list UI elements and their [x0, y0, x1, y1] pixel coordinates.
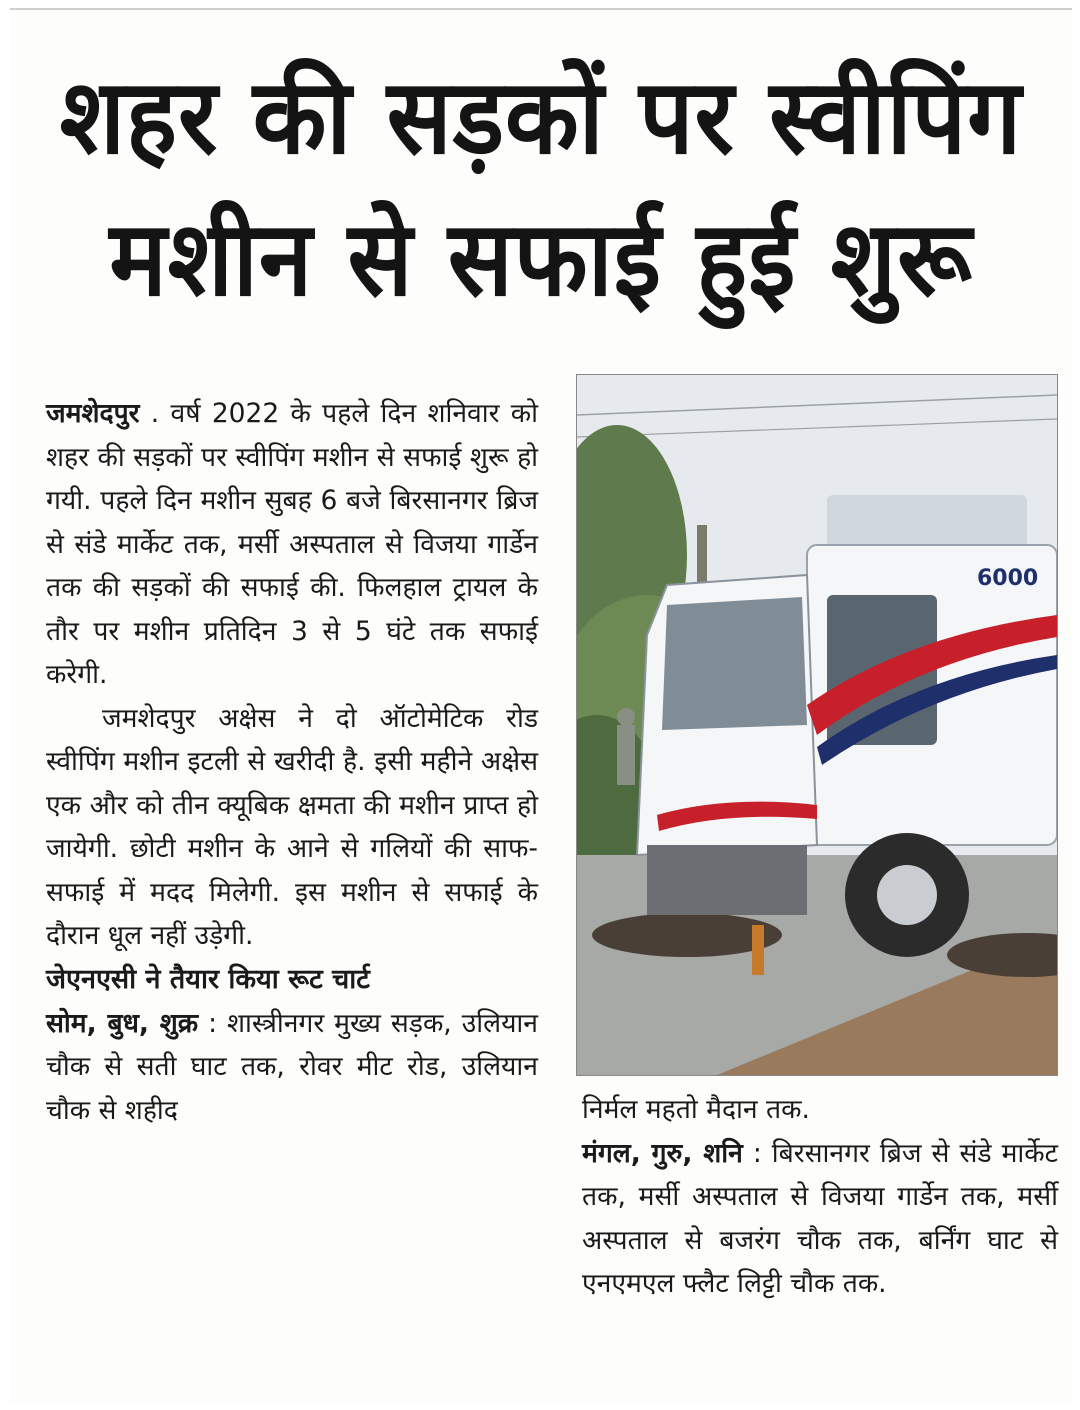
- headline: [10, 46, 1072, 330]
- route-schedule-1: [46, 1002, 538, 1133]
- article-paragraph-2: जमशेदपुर अक्षेस ने दो ऑटोमेटिक रोड स्वीपिंग मशीन इटली से खरीदी है. इसी महीने अक्षेस एक और को तीन क्यूबिक क्षमता की मशीन प्राप्त हो जायेगी. छोटी मशीन के आने से गलियों की साफ-सफाई में मदद मिलेगी. इस मशीन से सफाई के दौरान धूल नहीं उड़ेगी.: [46, 702, 538, 951]
- headline-line-2: मशीन से सफाई हुई शुरू: [109, 198, 973, 320]
- truck-label: 6000: [977, 566, 1039, 591]
- dateline: जमशेदपुर: [46, 398, 140, 429]
- sweeping-machine-illustration: [577, 375, 1057, 1075]
- route-chart-subhead: जेएनएसी ने तैयार किया रूट चार्ट: [46, 963, 370, 995]
- top-rule: [10, 8, 1072, 10]
- article-left-column: [46, 392, 538, 1132]
- intro-text: . वर्ष 2022 के पहले दिन शनिवार को शहर की सड़कों पर स्वीपिंग मशीन से सफाई शुरू हो गयी. पहले दिन मशीन सुबह 6 बजे बिरसानगर ब्रिज से संडे मार्केट तक, मर्सी अस्पताल से विजया गार्डेन तक की सड़कों की सफाई की. फिलहाल ट्रायल के तौर पर मशीन प्रतिदिन 3 से 5 घंटे तक सफाई करेगी.: [46, 398, 538, 690]
- route-2-days: मंगल, गुरु, शनि: [582, 1137, 743, 1169]
- sweeping-machine-photo: [576, 374, 1058, 1076]
- article-right-column: [582, 1088, 1058, 1306]
- article-intro: [46, 392, 538, 697]
- route-1-days: सोम, बुध, शुक्र: [46, 1007, 199, 1039]
- route-2-text: : बिरसानगर ब्रिज से संडे मार्केट तक, मर्सी अस्पताल से विजया गार्डेन तक, मर्सी अस्पताल से बजरंग चौक तक, बर्निंग घाट से एनएमएल फ्लैट लिट्टी चौक तक.: [582, 1137, 1058, 1299]
- newspaper-clipping: [10, 8, 1072, 1404]
- headline-line-1: शहर की सड़कों पर स्वीपिंग: [59, 56, 1023, 178]
- route-schedule-2: [582, 1132, 1058, 1306]
- route-1-text: : शास्त्रीनगर मुख्य सड़क, उलियान चौक से सती घाट तक, रोवर मीट रोड, उलियान चौक से शहीद: [46, 1007, 539, 1126]
- route-schedule-1-continued: निर्मल महतो मैदान तक.: [582, 1094, 810, 1125]
